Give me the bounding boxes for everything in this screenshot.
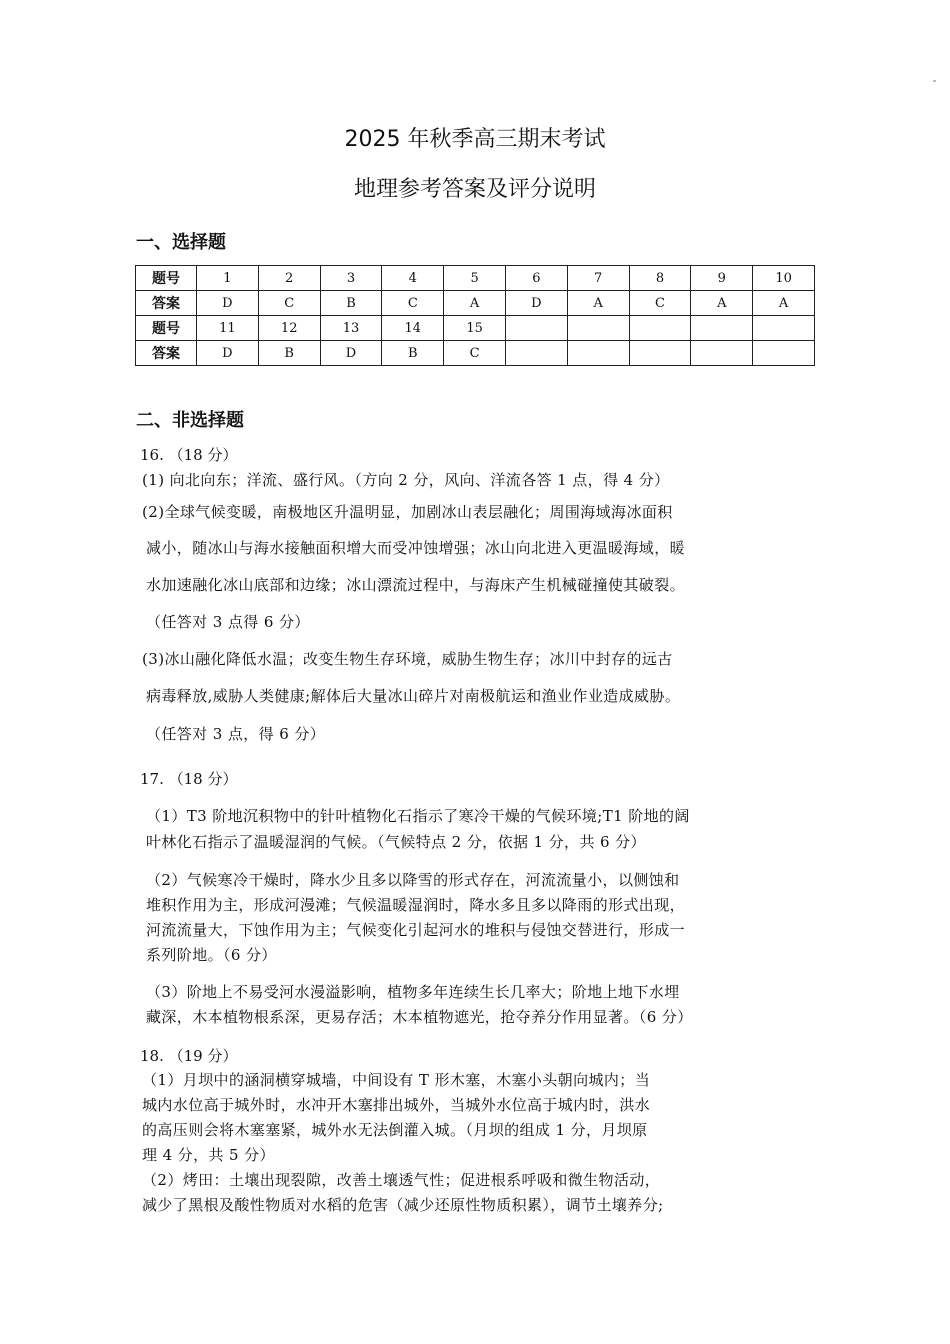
table-cell: [753, 341, 815, 366]
table-cell: 6: [505, 266, 567, 291]
table-cell: 3: [320, 266, 382, 291]
table-cell: [567, 341, 629, 366]
corner-mark: [933, 80, 936, 82]
q18-line: （2）烤田：土壤出现裂隙，改善土壤透气性；促进根系呼吸和微生物活动，: [142, 1171, 661, 1189]
question-18-head: 18. （19 分）: [140, 1047, 238, 1065]
q16-line: （任答对 3 点得 6 分）: [146, 613, 310, 631]
row-label: 答案: [136, 341, 197, 366]
table-cell: 11: [197, 316, 259, 341]
table-cell: 5: [444, 266, 506, 291]
q16-line: (3)冰山融化降低水温；改变生物生存环境，威胁生物生存；冰川中封存的远古: [142, 650, 673, 668]
q18-line: （1）月坝中的涵洞横穿城墙，中间设有 T 形木塞，木塞小头朝向城内；当: [142, 1071, 651, 1089]
q17-line: 堆积作用为主，形成河漫滩；气候温暖湿润时，降水多且多以降雨的形式出现，: [146, 896, 686, 914]
q17-line: 叶林化石指示了温暖湿润的气候。（气候特点 2 分，依据 1 分，共 6 分）: [146, 833, 646, 851]
table-row: [136, 316, 815, 341]
table-cell: [629, 316, 691, 341]
table-cell: 7: [567, 266, 629, 291]
table-cell: D: [320, 341, 382, 366]
table-cell: 1: [197, 266, 259, 291]
table-cell: A: [753, 291, 815, 316]
q16-line: 水加速融化冰山底部和边缘；冰山漂流过程中，与海床产生机械碰撞使其破裂。: [146, 576, 686, 594]
table-cell: C: [444, 341, 506, 366]
section-multiple-choice-heading: 一、选择题: [136, 232, 226, 253]
q17-line: （1）T3 阶地沉积物中的针叶植物化石指示了寒冷干燥的气候环境;T1 阶地的阔: [146, 807, 690, 825]
question-17-head: 17. （18 分）: [140, 770, 238, 788]
table-cell: [505, 316, 567, 341]
table-cell: [505, 341, 567, 366]
table-cell: D: [197, 341, 259, 366]
row-label: 题号: [136, 316, 197, 341]
table-cell: C: [629, 291, 691, 316]
row-label: 题号: [136, 266, 197, 291]
table-cell: B: [320, 291, 382, 316]
answer-table: [135, 265, 815, 366]
table-cell: [691, 316, 753, 341]
table-cell: 13: [320, 316, 382, 341]
table-cell: C: [382, 291, 444, 316]
q18-line: 城内水位高于城外时，水冲开木塞排出城外，当城外水位高于城内时，洪水: [142, 1096, 651, 1114]
table-cell: 4: [382, 266, 444, 291]
q16-line: 病毒释放,威胁人类健康;解体后大量冰山碎片对南极航运和渔业作业造成威胁。: [146, 687, 681, 705]
q18-line: 的高压则会将木塞塞紧，城外水无法倒灌入城。（月坝的组成 1 分，月坝原: [142, 1121, 648, 1139]
q17-line: 河流流量大，下蚀作用为主；气候变化引起河水的堆积与侵蚀交替进行，形成一: [146, 921, 686, 939]
exam-title: 2025 年秋季高三期末考试: [344, 127, 606, 152]
table-row: [136, 266, 815, 291]
q16-line: （任答对 3 点，得 6 分）: [146, 725, 326, 743]
table-cell: 9: [691, 266, 753, 291]
q17-line: （3）阶地上不易受河水漫溢影响，植物多年连续生长几率大；阶地上地下水埋: [146, 983, 680, 1001]
table-cell: B: [382, 341, 444, 366]
q18-line: 减少了黑根及酸性物质对水稻的危害（减少还原性物质积累），调节土壤养分;: [142, 1196, 664, 1214]
table-cell: A: [444, 291, 506, 316]
table-cell: [629, 341, 691, 366]
q17-line: 系列阶地。（6 分）: [146, 946, 277, 964]
table-cell: 12: [258, 316, 320, 341]
q16-line: (2)全球气候变暖，南极地区升温明显，加剧冰山表层融化；周围海域海冰面积: [142, 503, 673, 521]
table-cell: 2: [258, 266, 320, 291]
section-free-response-heading: 二、非选择题: [136, 410, 244, 431]
table-cell: 14: [382, 316, 444, 341]
table-cell: B: [258, 341, 320, 366]
row-label: 答案: [136, 291, 197, 316]
table-cell: C: [258, 291, 320, 316]
q18-line: 理 4 分，共 5 分）: [142, 1146, 275, 1164]
q16-line: 减小，随冰山与海水接触面积增大而受冲蚀增强；冰山向北进入更温暖海域，暖: [146, 539, 686, 557]
table-cell: D: [197, 291, 259, 316]
q17-line: 藏深，木本植物根系深，更易存活；木本植物遮光，抢夺养分作用显著。（6 分）: [146, 1008, 693, 1026]
table-cell: A: [691, 291, 753, 316]
q16-line: (1) 向北向东；洋流、盛行风。（方向 2 分，风向、洋流各答 1 点，得 4 分）: [142, 471, 670, 489]
table-cell: A: [567, 291, 629, 316]
table-row: [136, 341, 815, 366]
q17-line: （2）气候寒冷干燥时，降水少且多以降雪的形式存在，河流流量小，以侧蚀和: [146, 871, 680, 889]
table-cell: [691, 341, 753, 366]
question-16-head: 16. （18 分）: [140, 446, 238, 464]
table-cell: 15: [444, 316, 506, 341]
table-cell: 10: [753, 266, 815, 291]
table-cell: 8: [629, 266, 691, 291]
table-row: [136, 291, 815, 316]
table-cell: [753, 316, 815, 341]
exam-subtitle: 地理参考答案及评分说明: [353, 177, 596, 202]
table-cell: [567, 316, 629, 341]
table-cell: D: [505, 291, 567, 316]
